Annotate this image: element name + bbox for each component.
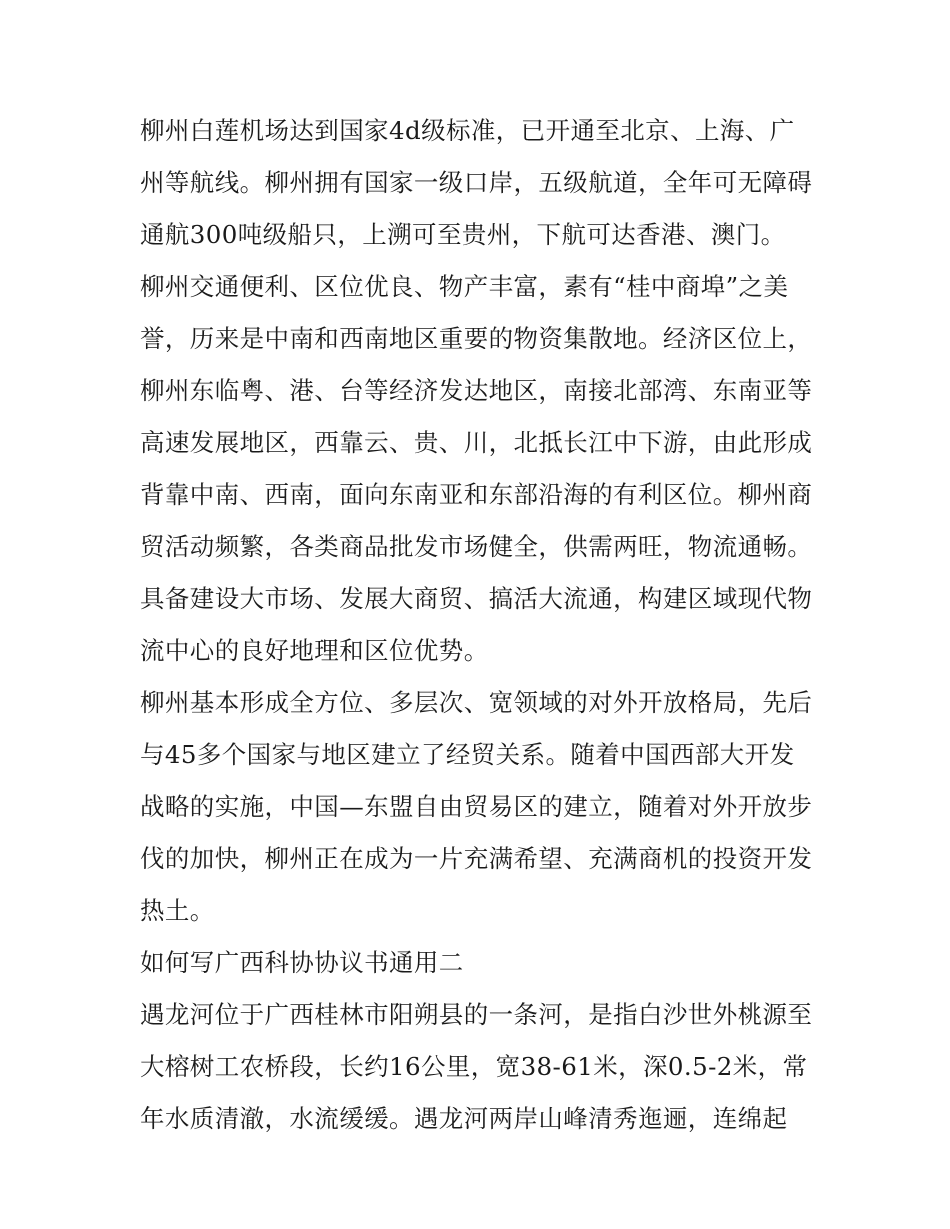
text-line-9: 贸活动频繁，各类商品批发市场健全，供需两旺，物流通畅。: [140, 532, 813, 561]
section-heading: 如何写广西科协协议书通用二: [140, 948, 464, 977]
text-line-16: 热土。: [140, 896, 215, 925]
text-line-2: 州等航线。柳州拥有国家一级口岸，五级航道，全年可无障碍: [140, 168, 813, 197]
text-line-1: 柳州白莲机场达到国家4d级标准，已开通至北京、上海、广: [140, 116, 795, 145]
text-line-6: 柳州东临粤、港、台等经济发达地区，南接北部湾、东南亚等: [140, 376, 813, 405]
text-line-8: 背靠中南、西南，面向东南亚和东部沿海的有利区位。柳州商: [140, 480, 813, 509]
text-line-10: 具备建设大市场、发展大商贸、搞活大流通，构建区域现代物: [140, 584, 813, 613]
text-line-14: 战略的实施，中国—东盟自由贸易区的建立，随着对外开放步: [140, 792, 813, 821]
text-line-15: 伐的加快，柳州正在成为一片充满希望、充满商机的投资开发: [140, 844, 813, 873]
text-line-5: 誉，历来是中南和西南地区重要的物资集散地。经济区位上，: [140, 324, 813, 353]
text-line-3: 通航300吨级船只，上溯可至贵州，下航可达香港、澳门。: [140, 220, 786, 249]
text-line-7: 高速发展地区，西靠云、贵、川，北抵长江中下游，由此形成: [140, 428, 813, 457]
text-line-13: 与45多个国家与地区建立了经贸关系。随着中国西部大开发: [140, 740, 795, 769]
text-line-19: 大榕树工农桥段，长约16公里，宽38-61米，深0.5-2米，常: [140, 1052, 808, 1081]
text-line-18: 遇龙河位于广西桂林市阳朔县的一条河，是指白沙世外桃源至: [140, 1000, 813, 1029]
text-line-20: 年水质清澈，水流缓缓。遇龙河两岸山峰清秀迤逦，连绵起: [140, 1104, 788, 1133]
text-line-12: 柳州基本形成全方位、多层次、宽领域的对外开放格局，先后: [140, 688, 813, 717]
document-body: [140, 105, 812, 1145]
text-line-11: 流中心的良好地理和区位优势。: [140, 636, 489, 665]
text-line-4: 柳州交通便利、区位优良、物产丰富，素有“桂中商埠”之美: [140, 272, 789, 301]
